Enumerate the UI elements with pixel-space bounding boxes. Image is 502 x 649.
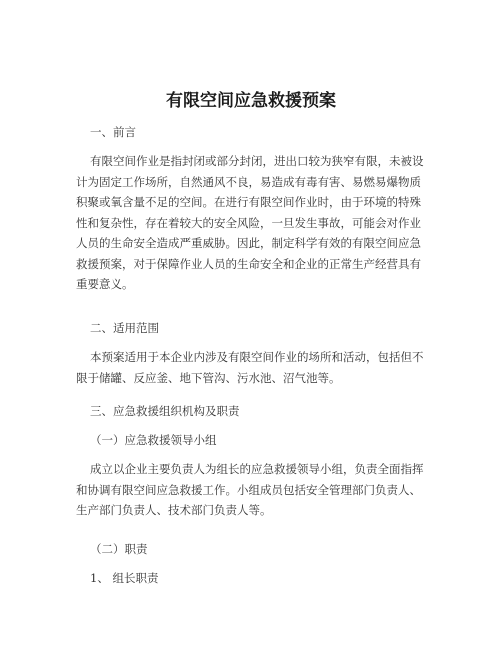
- paragraph-line: 计为固定工作场所，自然通风不良，易造成有毒有害、易燃易爆物质: [76, 174, 421, 189]
- paragraph-line: 人员的生命安全造成严重威胁。因此，制定科学有效的有限空间应急: [76, 236, 421, 250]
- paragraph-line: 救援预案，对于保障作业人员的生命安全和企业的正常生产经营具有: [76, 256, 421, 271]
- subsection-heading-duties: （二）职责: [90, 542, 148, 556]
- paragraph-scope: [76, 347, 428, 388]
- section-heading-preface: 一、前言: [90, 125, 136, 139]
- paragraph-line: 性和复杂性，存在着较大的安全风险，一旦发生事故，可能会对作业: [76, 215, 421, 230]
- paragraph-line: 限于储罐、反应釜、地下管沟、污水池、沼气池等。: [76, 370, 341, 385]
- paragraph-line: 有限空间作业是指封闭或部分封闭，进出口较为狭窄有限，未被设: [90, 154, 424, 168]
- section-heading-scope: 二、适用范围: [90, 321, 159, 335]
- item-heading-leader-duties: 1、 组长职责: [90, 571, 159, 585]
- paragraph-line: 本预案适用于本企业内涉及有限空间作业的场所和活动，包括但不: [90, 350, 424, 364]
- paragraph-line: 生产部门负责人、技术部门负责人等。: [76, 503, 272, 517]
- paragraph-preface: [76, 151, 428, 295]
- paragraph-line: 成立以企业主要负责人为组长的应急救援领导小组，负责全面指挥: [90, 462, 424, 476]
- paragraph-line: 积聚或氧含量不足的空间。在进行有限空间作业时，由于环境的特殊: [76, 195, 421, 209]
- subsection-heading-leader-group: （一）应急救援领导小组: [90, 433, 217, 447]
- section-heading-organization: 三、应急救援组织机构及职责: [90, 404, 240, 418]
- paragraph-leader-group: [76, 459, 428, 521]
- paragraph-line: 和协调有限空间应急救援工作。小组成员包括安全管理部门负责人、: [76, 482, 421, 497]
- document-title: 有限空间应急救援预案: [166, 91, 336, 111]
- paragraph-line: 重要意义。: [76, 277, 134, 291]
